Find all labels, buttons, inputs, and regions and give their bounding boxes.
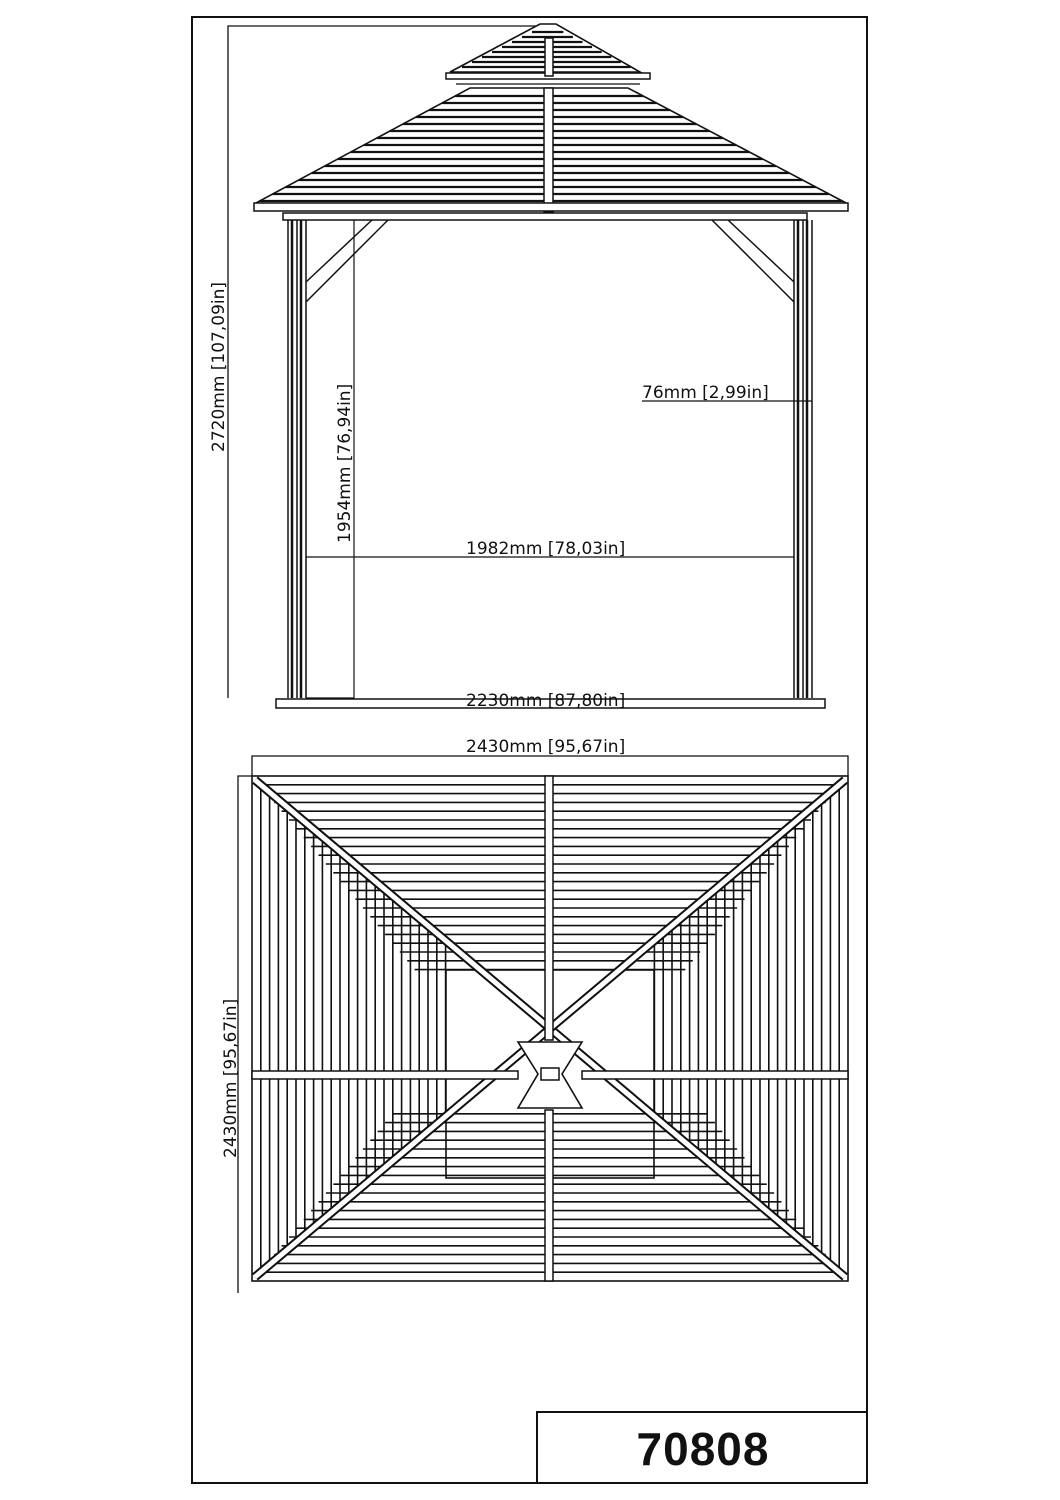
dim-overall-height: 2720mm [107,09in]: [209, 281, 229, 452]
top-view: [238, 756, 848, 1293]
dim-clear-height: 1954mm [76,94in]: [335, 383, 355, 543]
dim-top-width: 2430mm [95,67in]: [466, 737, 626, 757]
model-number: 70808: [636, 1422, 770, 1475]
main-roof: [254, 88, 848, 220]
dim-top-depth: 2430mm [95,67in]: [221, 998, 241, 1158]
front-view: [228, 24, 848, 708]
upper-roof: [446, 24, 650, 84]
dim-base-width: 2230mm [87,80in]: [466, 691, 626, 711]
dim-post-width: 76mm [2,99in]: [642, 383, 769, 403]
dim-inner-width: 1982mm [78,03in]: [466, 539, 626, 559]
title-block: [536, 1411, 868, 1484]
posts: [276, 220, 825, 708]
